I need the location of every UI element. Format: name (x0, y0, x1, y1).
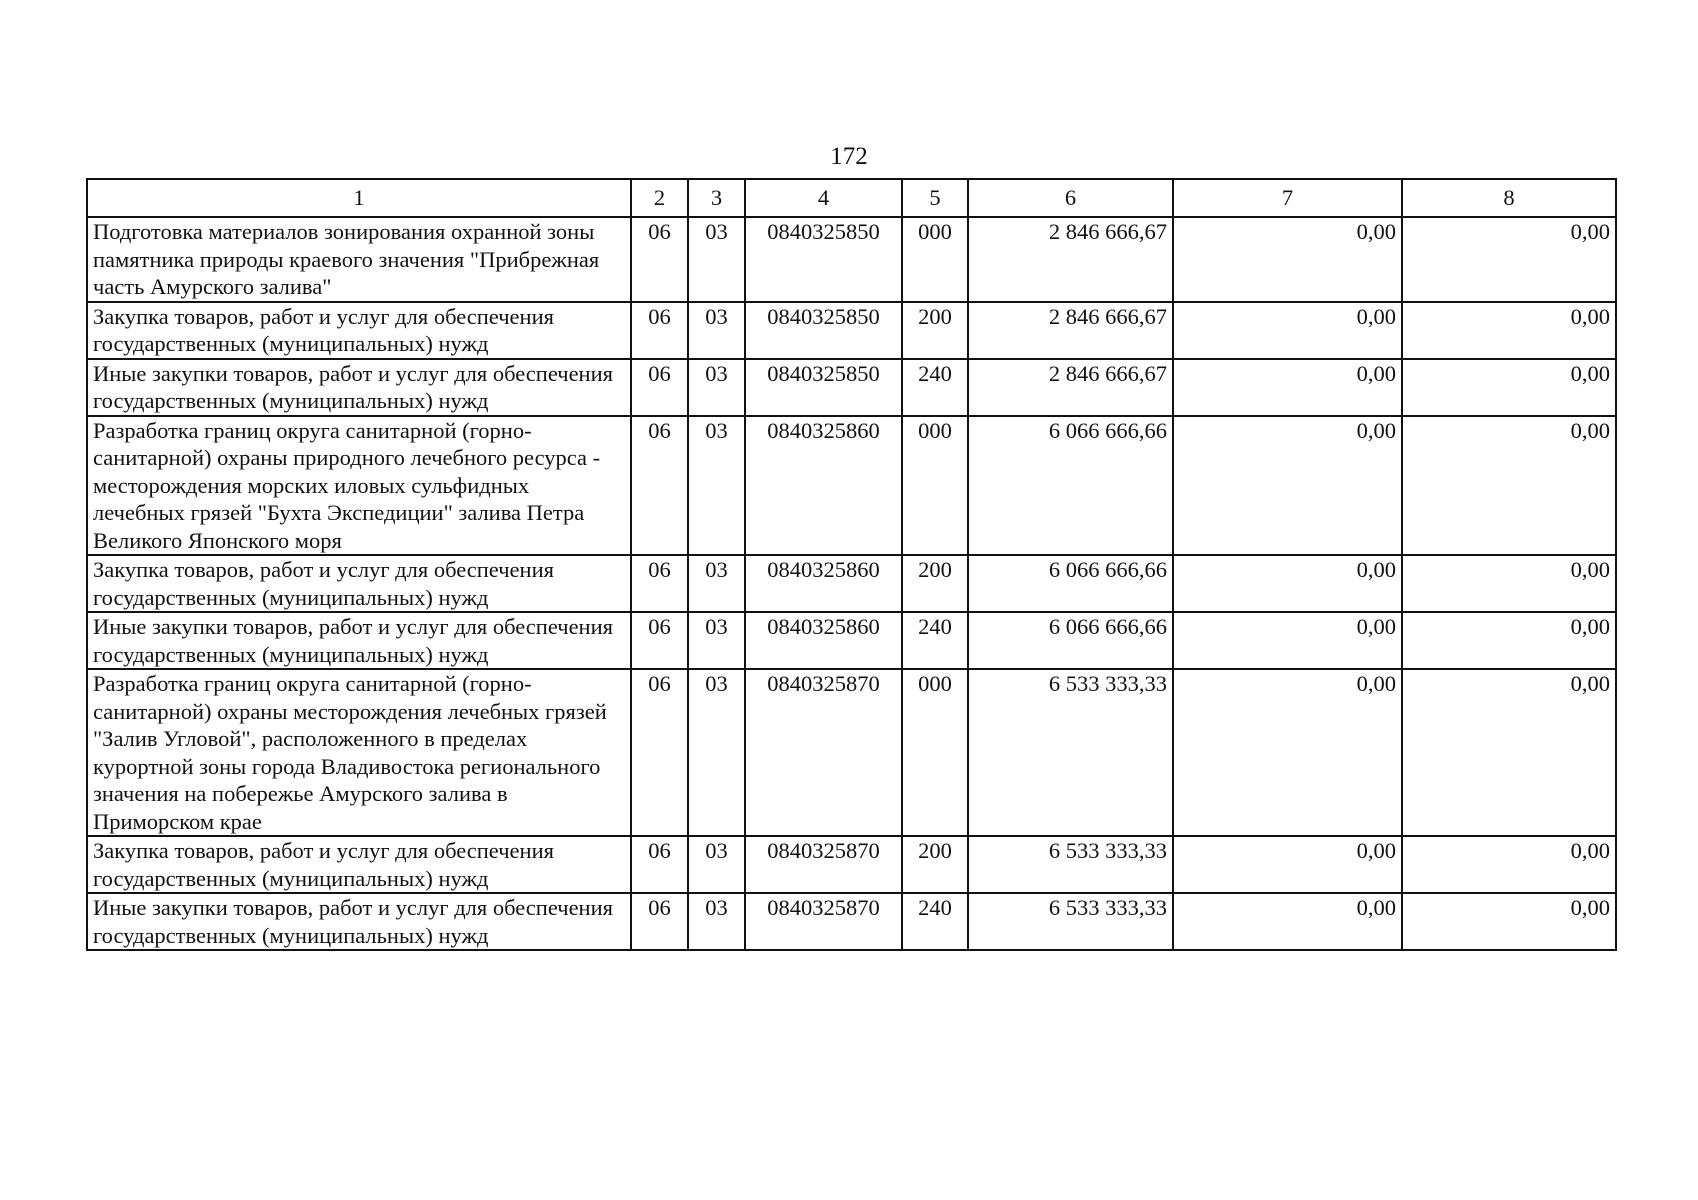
subsection-code-cell: 03 (688, 359, 745, 416)
table-row (87, 836, 1616, 893)
amount-col7-cell: 0,00 (1173, 612, 1402, 669)
target-article-cell: 0840325850 (745, 217, 902, 302)
subsection-code-cell: 03 (688, 836, 745, 893)
page-number: 172 (830, 143, 868, 170)
amount-col8-cell: 0,00 (1402, 836, 1616, 893)
section-code-cell: 06 (631, 893, 688, 950)
target-article-cell: 0840325870 (745, 669, 902, 836)
amount-col6-cell: 6 533 333,33 (968, 893, 1173, 950)
amount-col8-cell: 0,00 (1402, 612, 1616, 669)
column-header-5: 5 (902, 179, 968, 217)
subsection-code-cell: 03 (688, 612, 745, 669)
amount-col8-cell: 0,00 (1402, 893, 1616, 950)
row-name-cell: Иные закупки товаров, работ и услуг для обеспечения государственных (муниципальных) нужд (87, 359, 631, 416)
expense-type-cell: 000 (902, 217, 968, 302)
amount-col7-cell: 0,00 (1173, 893, 1402, 950)
amount-col6-cell: 6 066 666,66 (968, 612, 1173, 669)
row-name-cell: Разработка границ округа санитарной (горно-санитарной) охраны природного лечебного ресурса - месторождения морских иловых сульфидных лечебных грязей "Бухта Экспедиции" залива Петра Великого Японского моря (87, 416, 631, 556)
amount-col6-cell: 6 066 666,66 (968, 555, 1173, 612)
column-header-2: 2 (631, 179, 688, 217)
expense-type-cell: 240 (902, 893, 968, 950)
amount-col7-cell: 0,00 (1173, 217, 1402, 302)
subsection-code-cell: 03 (688, 893, 745, 950)
amount-col8-cell: 0,00 (1402, 669, 1616, 836)
row-name-cell: Иные закупки товаров, работ и услуг для обеспечения государственных (муниципальных) нужд (87, 612, 631, 669)
amount-col7-cell: 0,00 (1173, 359, 1402, 416)
row-name-cell: Закупка товаров, работ и услуг для обеспечения государственных (муниципальных) нужд (87, 836, 631, 893)
row-name-cell: Закупка товаров, работ и услуг для обеспечения государственных (муниципальных) нужд (87, 302, 631, 359)
amount-col7-cell: 0,00 (1173, 416, 1402, 556)
amount-col6-cell: 2 846 666,67 (968, 217, 1173, 302)
section-code-cell: 06 (631, 359, 688, 416)
amount-col7-cell: 0,00 (1173, 302, 1402, 359)
column-header-4: 4 (745, 179, 902, 217)
row-name-cell: Подготовка материалов зонирования охранной зоны памятника природы краевого значения "Прибрежная часть Амурского залива" (87, 217, 631, 302)
expense-type-cell: 200 (902, 555, 968, 612)
budget-table (86, 178, 1617, 951)
amount-col8-cell: 0,00 (1402, 359, 1616, 416)
row-name-cell: Разработка границ округа санитарной (горно-санитарной) охраны месторождения лечебных грязей "Залив Угловой", расположенного в пределах курортной зоны города Владивостока регионального значения на побережье Амурского залива в Приморском крае (87, 669, 631, 836)
target-article-cell: 0840325870 (745, 893, 902, 950)
amount-col6-cell: 2 846 666,67 (968, 302, 1173, 359)
amount-col7-cell: 0,00 (1173, 555, 1402, 612)
table-row (87, 217, 1616, 302)
amount-col8-cell: 0,00 (1402, 302, 1616, 359)
amount-col8-cell: 0,00 (1402, 555, 1616, 612)
expense-type-cell: 240 (902, 612, 968, 669)
target-article-cell: 0840325870 (745, 836, 902, 893)
column-header-3: 3 (688, 179, 745, 217)
subsection-code-cell: 03 (688, 555, 745, 612)
expense-type-cell: 200 (902, 302, 968, 359)
target-article-cell: 0840325860 (745, 612, 902, 669)
amount-col6-cell: 6 533 333,33 (968, 836, 1173, 893)
section-code-cell: 06 (631, 416, 688, 556)
target-article-cell: 0840325860 (745, 416, 902, 556)
subsection-code-cell: 03 (688, 416, 745, 556)
section-code-cell: 06 (631, 217, 688, 302)
amount-col6-cell: 2 846 666,67 (968, 359, 1173, 416)
amount-col8-cell: 0,00 (1402, 217, 1616, 302)
column-header-1: 1 (87, 179, 631, 217)
amount-col6-cell: 6 533 333,33 (968, 669, 1173, 836)
table-row (87, 669, 1616, 836)
section-code-cell: 06 (631, 555, 688, 612)
table-row (87, 416, 1616, 556)
subsection-code-cell: 03 (688, 669, 745, 836)
target-article-cell: 0840325860 (745, 555, 902, 612)
target-article-cell: 0840325850 (745, 359, 902, 416)
table-row (87, 555, 1616, 612)
row-name-cell: Закупка товаров, работ и услуг для обеспечения государственных (муниципальных) нужд (87, 555, 631, 612)
amount-col6-cell: 6 066 666,66 (968, 416, 1173, 556)
expense-type-cell: 240 (902, 359, 968, 416)
column-header-7: 7 (1173, 179, 1402, 217)
table-body (87, 217, 1616, 950)
subsection-code-cell: 03 (688, 217, 745, 302)
table-row (87, 612, 1616, 669)
section-code-cell: 06 (631, 836, 688, 893)
amount-col7-cell: 0,00 (1173, 836, 1402, 893)
header-row (87, 179, 1616, 217)
row-name-cell: Иные закупки товаров, работ и услуг для обеспечения государственных (муниципальных) нужд (87, 893, 631, 950)
table-row (87, 893, 1616, 950)
expense-type-cell: 000 (902, 669, 968, 836)
section-code-cell: 06 (631, 302, 688, 359)
subsection-code-cell: 03 (688, 302, 745, 359)
table-row (87, 359, 1616, 416)
target-article-cell: 0840325850 (745, 302, 902, 359)
expense-type-cell: 200 (902, 836, 968, 893)
amount-col8-cell: 0,00 (1402, 416, 1616, 556)
section-code-cell: 06 (631, 612, 688, 669)
table-row (87, 302, 1616, 359)
expense-type-cell: 000 (902, 416, 968, 556)
column-header-6: 6 (968, 179, 1173, 217)
section-code-cell: 06 (631, 669, 688, 836)
column-header-8: 8 (1402, 179, 1616, 217)
amount-col7-cell: 0,00 (1173, 669, 1402, 836)
